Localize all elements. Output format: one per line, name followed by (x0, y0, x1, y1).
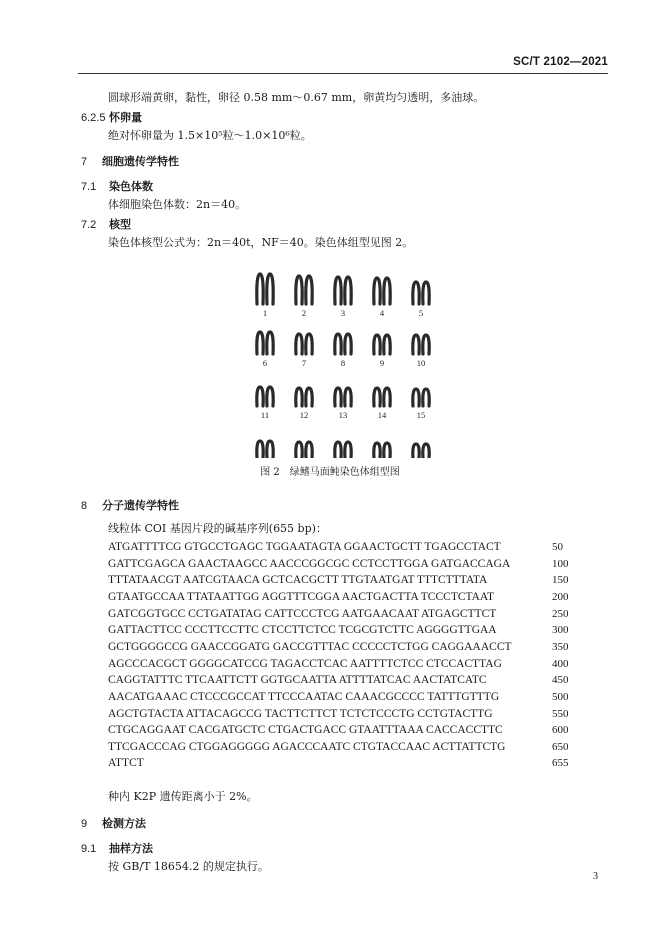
heading-number: 6.2.5 (81, 112, 106, 124)
sequence-intro: 线粒体 COI 基因片段的碱基序列(655 bp)： (108, 522, 327, 535)
sequence-position: 100 (552, 557, 569, 570)
sequence-line: CAGGTATTTC TTCAATTCTT GGTGCAATTA ATTTTATCAC AACTATCATC (108, 674, 487, 687)
chromosome-label: 14 (377, 410, 387, 420)
chromosome-pair (257, 332, 273, 354)
k2p-note: 种内 K2P 遗传距离小于 2%。 (108, 790, 258, 803)
chromosome-label: 10 (416, 358, 426, 368)
figure-caption: 图 2 绿鳍马面鲀染色体组型图 (260, 467, 400, 478)
sequence-line: GATCGGTGCC CCTGATATAG CATTCCCTCG AATGAACAAT ATGAGCTTCT (108, 607, 497, 620)
sequence-position: 450 (552, 674, 569, 687)
sequence-line: ATTCT (108, 757, 144, 770)
sequence-line: GCTGGGGCCG GAACCGGATG GACCGTTTAC CCCCCTCTGG CAGGAAACCT (108, 640, 512, 653)
sequence-line: TTCGACCCAG CTGGAGGGGG AGACCCAATC CTGTACCAAC ACTTATTCTG (108, 740, 506, 753)
chromosome-pair (257, 387, 273, 406)
heading-title: 怀卵量 (109, 111, 142, 124)
chromosome-pair (374, 443, 390, 458)
sequence-position: 400 (552, 657, 569, 670)
chromosome-label: 1 (262, 308, 268, 318)
sequence-position: 300 (552, 624, 569, 637)
chromosome-pair (335, 388, 351, 406)
chromosome-label: 8 (340, 358, 346, 368)
chromosome-pair (296, 388, 312, 406)
chromosome-pair (374, 278, 390, 304)
heading-title: 染色体数 (109, 180, 153, 193)
chromosome-label: 13 (338, 410, 348, 420)
sequence-line: TTTATAACGT AATCGTAACA GCTCACGCTT TTGTAATGAT TTTCTTTATA (108, 574, 488, 587)
heading-number: 9.1 (81, 843, 97, 855)
chromosome-pair (296, 276, 312, 304)
sequence-position: 350 (552, 640, 569, 653)
heading-title: 分子遗传学特性 (102, 499, 179, 512)
heading-number: 7.1 (81, 181, 97, 193)
chromosome-pair (335, 442, 351, 458)
heading-9-1 (81, 842, 153, 856)
sampling-text: 按 GB/T 18654.2 的规定执行。 (108, 860, 269, 873)
sequence-line: GTAATGCCAA TTATAATTGG AGGTTTCGGA AACTGACTTA TCCCTCTAAT (108, 590, 494, 603)
doc-code: SC/T 2102—2021 (513, 56, 608, 68)
heading-title: 细胞遗传学特性 (102, 155, 179, 168)
fecundity-text: 绝对怀卵量为 1.5×10⁵粒～1.0×10⁶粒。 (108, 129, 312, 142)
chromosome-label: 4 (379, 308, 385, 318)
sequence-line: ATGATTTTCG GTGCCTGAGC TGGAATAGTA GGAACTGCTT TGAGCCTACT (108, 541, 501, 553)
chromosome-label: 6 (262, 358, 268, 368)
chromosome-pair (413, 282, 429, 304)
heading-7 (81, 155, 179, 169)
chromosome-pair (335, 277, 351, 304)
sequence-line: AGCCCACGCT GGGGCATCCG TAGACCTCAC AATTTTCTCC CTCCACTTAG (108, 657, 502, 670)
chromosome-label: 9 (379, 358, 385, 368)
chromosome-label: 12 (299, 410, 309, 420)
sequence-position: 150 (552, 574, 569, 587)
heading-number: 8 (81, 500, 88, 512)
chromosome-pair (296, 442, 312, 458)
heading-7-1 (81, 180, 153, 194)
chromosome-pair (374, 388, 390, 406)
sequence-position: 650 (552, 740, 569, 753)
chromosome-label: 15 (416, 410, 426, 420)
chromosome-label: 3 (340, 308, 346, 318)
chromosome-pair (335, 334, 351, 354)
heading-title: 抽样方法 (109, 842, 153, 855)
sequence-line: GATTACTTCC CCCTTCCTTC CTCCTTCTCC TCGCGTCTTC AGGGGTTGAA (108, 624, 497, 637)
heading-number: 7 (81, 156, 88, 168)
chromosome-pair (413, 444, 429, 458)
heading-title: 检测方法 (102, 817, 146, 830)
chromosome-pair (296, 334, 312, 354)
sequence-line: AACATGAAAC CTCCCGCCAT TTCCCAATAC CAAACGCCCC TATTTGTTTG (108, 690, 500, 703)
sequence-line: CTGCAGGAAT CACGATGCTC CTGACTGACC GTAATTTAAA CACCACCTTC (108, 724, 503, 737)
chromosome-pair (413, 389, 429, 406)
sequence-position: 200 (552, 590, 569, 603)
sequence-position: 50 (552, 541, 563, 553)
karyotype-figure (248, 268, 448, 458)
karyotype-image (248, 268, 448, 458)
egg-description: 圆球形端黄卵，黏性，卵径 0.58 mm～0.67 mm，卵黄均匀透明，多油球。 (108, 91, 485, 104)
header-rule (78, 73, 608, 74)
heading-9 (81, 817, 146, 831)
heading-number: 9 (81, 818, 88, 830)
chromosome-label: 7 (301, 358, 307, 368)
heading-6-2-5 (81, 111, 142, 125)
chromosome-pair (374, 335, 390, 354)
heading-7-2 (81, 218, 131, 232)
chromosome-pair (257, 441, 273, 458)
heading-number: 7.2 (81, 219, 97, 231)
chromosome-label: 2 (301, 308, 307, 318)
sequence-position: 500 (552, 690, 569, 703)
chromosome-count-text: 体细胞染色体数：2n＝40。 (108, 198, 247, 211)
chromosome-pair (257, 274, 273, 304)
sequence-line: GATTCGAGCA GAACTAAGCC AACCCGGCGC CCTCCTTGGA GATGACCAGA (108, 557, 511, 570)
chromosome-label: 5 (418, 308, 424, 318)
sequence-line: AGCTGTACTA ATTACAGCCG TACTTCTTCT TCTCTCCCTG CCTGTACTTG (108, 707, 493, 720)
sequence-position: 600 (552, 724, 569, 737)
sequence-position: 250 (552, 607, 569, 620)
karyotype-formula-text: 染色体核型公式为：2n＝40t，NF＝40。染色体组型见图 2。 (108, 236, 414, 249)
sequence-position: 550 (552, 707, 569, 720)
chromosome-label: 11 (260, 410, 270, 420)
sequence-position: 655 (552, 757, 569, 770)
chromosome-pair (413, 335, 429, 354)
heading-8 (81, 499, 179, 513)
heading-title: 核型 (109, 218, 131, 231)
page-number: 3 (593, 871, 598, 882)
